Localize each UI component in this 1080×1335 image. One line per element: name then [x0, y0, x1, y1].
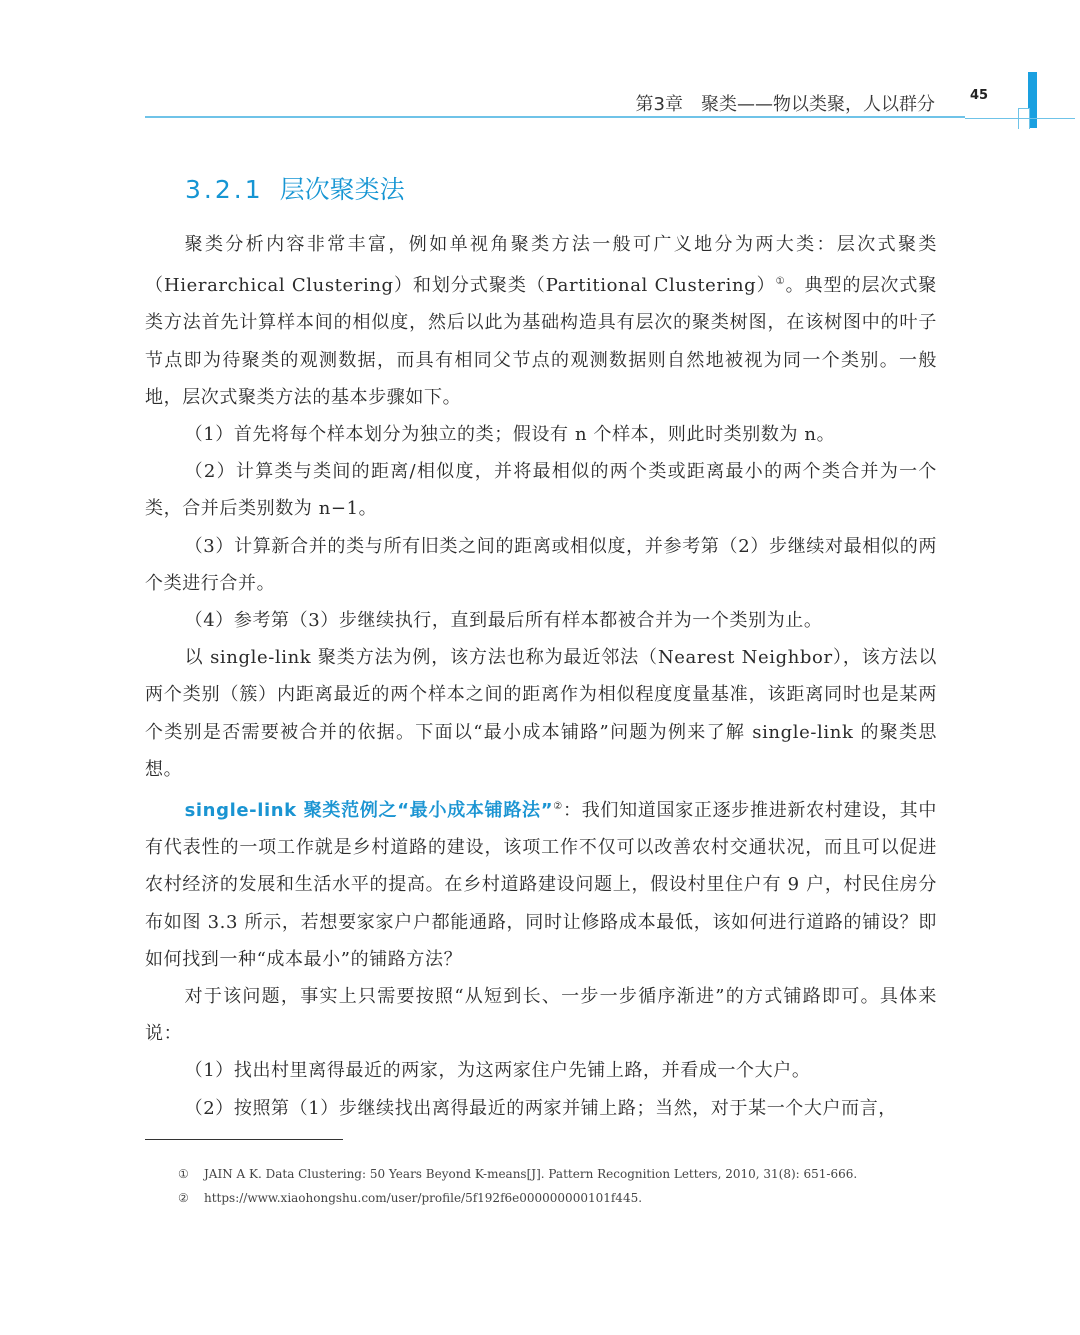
step-2: （2）计算类与类间的距离/相似度，并将最相似的两个类或距离最小的两个类合并为一个类，合并后类别数为 n−1。	[145, 461, 937, 520]
example-highlight: single-link 聚类范例之“最小成本铺路法”	[184, 800, 554, 822]
paragraph-single-link: 以 single-link 聚类方法为例，该方法也称为最近邻法（Nearest Neighbor），该方法以两个类别（簇）内距离最近的两个样本之间的距离作为相似程度度量基准，该距离同时也是某两个类别是否需要被合并的依据。下面以“最小成本铺路”问题为例来了解 single-link 的聚类思想。	[145, 647, 937, 780]
footnote-1	[178, 1162, 938, 1186]
footnote-1-mark: ①	[178, 1167, 189, 1181]
paragraph-intro-part1: 聚类分析内容非常丰富，例如单视角聚类方法一般可广义地分为两大类：层次式聚类（Hierarchical Clustering）和划分式聚类（Partitional Clustering）	[145, 234, 937, 297]
section-heading	[185, 170, 405, 206]
footnote-2	[178, 1186, 938, 1210]
running-head: 第3章 聚类——物以类聚，人以群分	[635, 94, 935, 115]
paragraph-approach: 对于该问题，事实上只需要按照“从短到长、一步一步循序渐进”的方式铺路即可。具体来说：	[145, 986, 937, 1045]
section-number: 3.2.1	[185, 175, 264, 204]
footnote-1-text: JAIN A K. Data Clustering: 50 Years Beyond K-means[J]. Pattern Recognition Letters, 2010, 31(8): 651-666.	[204, 1167, 858, 1181]
example-text: ：我们知道国家正逐步推进新农村建设，其中有代表性的一项工作就是乡村道路的建设，该项工作不仅可以改善农村交通状况，而且可以促进农村经济的发展和生活水平的提高。在乡村道路建设问题上，假设村里住户有 9 户，村民住房分布如图 3.3 所示，若想要家家户户都能通路，同时让修路成本最低，该如何进行道路的铺设？即如何找到一种“成本最小”的铺路方法？	[145, 800, 937, 970]
footnote-2-mark: ②	[178, 1191, 189, 1205]
paragraph-example	[145, 788, 937, 978]
footnote-ref-1[interactable]: ①	[775, 276, 786, 288]
paragraph-intro	[145, 226, 937, 416]
footnote-ref-2[interactable]: ②	[553, 801, 563, 813]
step-4: （4）参考第（3）步继续执行，直到最后所有样本都被合并为一个类别为止。	[184, 610, 823, 632]
step-1: （1）首先将每个样本划分为独立的类；假设有 n 个样本，则此时类别数为 n。	[184, 424, 836, 446]
footnote-2-link[interactable]: https://www.xiaohongshu.com/user/profile/5f192f6e000000000101f445.	[204, 1191, 643, 1205]
paragraph-intro-part2: 。典型的层次式聚类方法首先计算样本间的相似度，然后以此为基础构造具有层次的聚类树图，在该树图中的叶子节点即为待聚类的观测数据，而具有相同父节点的观测数据则自然地被视为同一个类别。一般地，层次式聚类方法的基本步骤如下。	[145, 275, 937, 408]
rule-1: （1）找出村里离得最近的两家，为这两家住户先铺上路，并看成一个大户。	[184, 1060, 811, 1082]
header-rule	[145, 116, 965, 118]
step-3: （3）计算新合并的类与所有旧类之间的距离或相似度，并参考第（2）步继续对最相似的两个类进行合并。	[145, 535, 937, 594]
rule-2: （2）按照第（1）步继续找出离得最近的两家并铺上路；当然，对于某一个大户而言，	[184, 1097, 897, 1119]
footnotes	[178, 1162, 938, 1210]
page-number: 45	[970, 88, 989, 103]
footnote-rule	[145, 1139, 343, 1140]
section-title: 层次聚类法	[279, 175, 405, 204]
body-text	[145, 226, 937, 1127]
header-rule-extension	[965, 118, 1075, 119]
